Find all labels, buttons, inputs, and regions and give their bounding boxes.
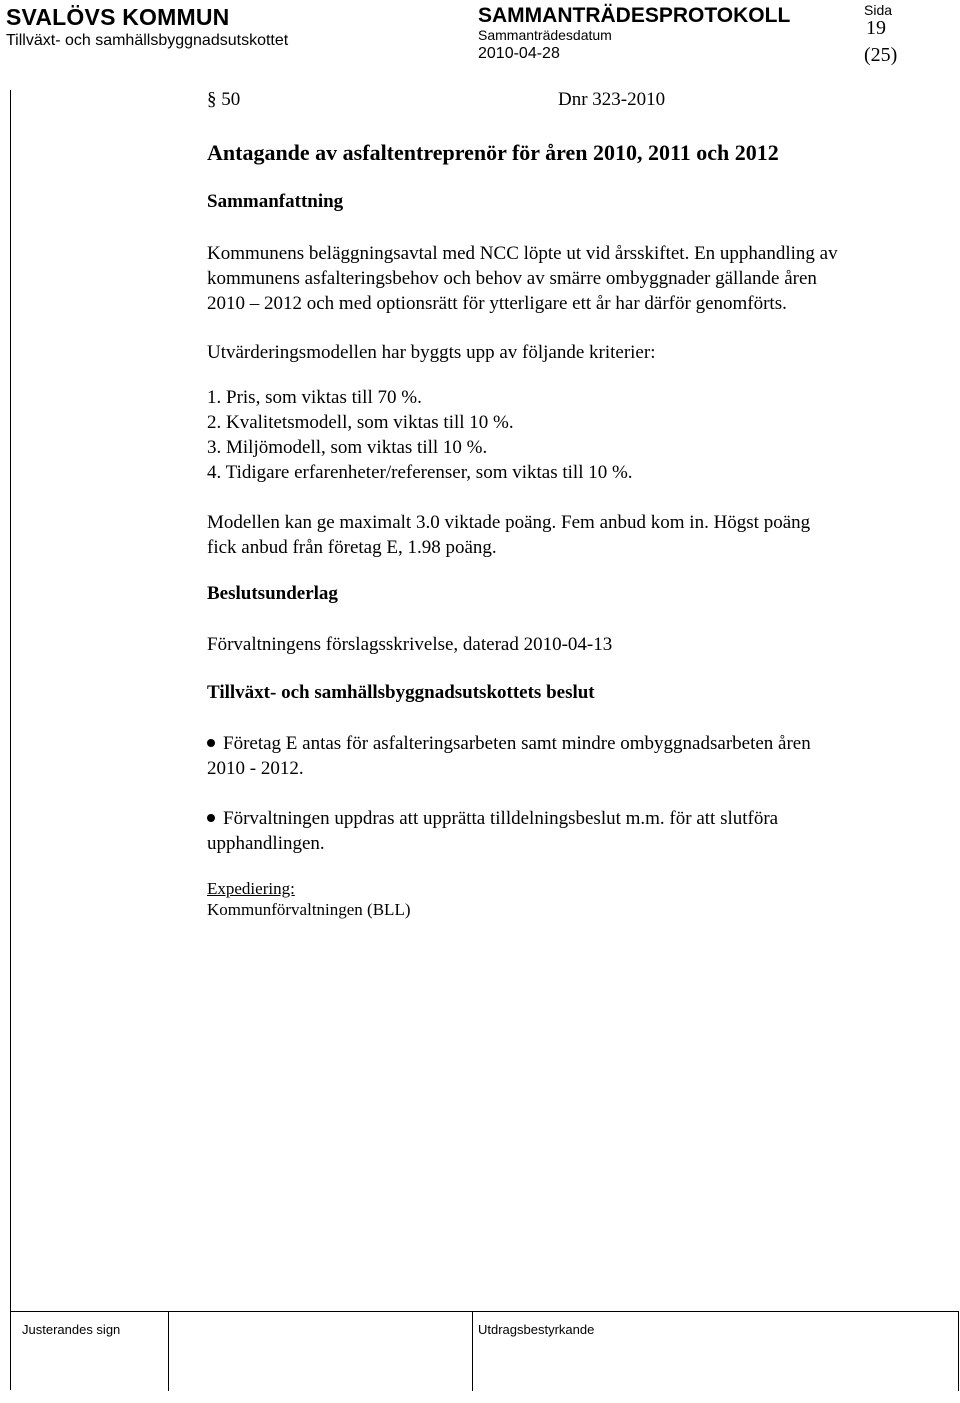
dispatch-recipient: Kommunförvaltningen (BLL) bbox=[207, 900, 411, 919]
meeting-date: 2010-04-28 bbox=[478, 45, 560, 62]
summary-line-2: kommunens asfalteringsbehov och behov av smärre ombyggnader gällande åren bbox=[207, 268, 817, 289]
summary-line-1: Kommunens beläggningsavtal med NCC löpte ut vid årsskiftet. En upphandling av bbox=[207, 243, 838, 264]
decision-bullet-1-text: Företag E antas för asfalteringsarbeten samt mindre ombyggnadsarbeten åren bbox=[223, 733, 811, 754]
committee-name: Tillväxt- och samhällsbyggnadsutskottet bbox=[6, 32, 289, 49]
footer-divider bbox=[958, 1311, 959, 1391]
decision-bullet-1-continuation: 2010 - 2012. bbox=[207, 758, 304, 779]
section-title: Antagande av asfaltentreprenör för åren 2010, 2011 och 2012 bbox=[207, 140, 779, 165]
criteria-intro: Utvärderingsmodellen har byggts upp av följande kriterier: bbox=[207, 342, 656, 363]
diary-number: Dnr 323-2010 bbox=[558, 89, 666, 110]
result-line-2: fick anbud från företag E, 1.98 poäng. bbox=[207, 537, 497, 558]
criteria-list bbox=[207, 385, 633, 485]
adjuster-signature-label: Justerandes sign bbox=[22, 1322, 121, 1337]
summary-heading: Sammanfattning bbox=[207, 191, 344, 212]
decision-heading: Tillväxt- och samhällsbyggnadsutskottets beslut bbox=[207, 682, 595, 703]
footer-divider bbox=[168, 1311, 169, 1391]
result-line-1: Modellen kan ge maximalt 3.0 viktade poäng. Fem anbud kom in. Högst poäng bbox=[207, 512, 811, 533]
page-label: Sida bbox=[864, 2, 893, 18]
summary-line-3: 2010 – 2012 och med optionsrätt för ytterligare ett år har därför genomförts. bbox=[207, 293, 787, 314]
extract-certification-label: Utdragsbestyrkande bbox=[478, 1322, 595, 1337]
list-item: 3. Miljömodell, som viktas till 10 %. bbox=[207, 437, 488, 458]
dispatch-label: Expediering: bbox=[207, 879, 295, 898]
meeting-date-label: Sammanträdesdatum bbox=[478, 27, 612, 43]
document-type: SAMMANTRÄDESPROTOKOLL bbox=[478, 4, 791, 27]
page-number: 19 bbox=[866, 17, 886, 39]
decision-bullet-2-text: Förvaltningen uppdras att upprätta tilldelningsbeslut m.m. för att slutföra bbox=[223, 808, 779, 829]
decision-bullet-1 bbox=[207, 731, 811, 756]
organization-name: SVALÖVS KOMMUN bbox=[6, 4, 230, 30]
left-margin-rule bbox=[10, 90, 11, 1390]
decision-bullet-2-continuation: upphandlingen. bbox=[207, 833, 325, 854]
bullet-icon bbox=[207, 814, 215, 822]
section-number: § 50 bbox=[207, 89, 241, 110]
page-total: (25) bbox=[864, 44, 898, 66]
footer-rule bbox=[10, 1311, 958, 1312]
list-item: 1. Pris, som viktas till 70 %. bbox=[207, 387, 422, 408]
list-item: 4. Tidigare erfarenheter/referenser, som viktas till 10 %. bbox=[207, 462, 633, 483]
list-item: 2. Kvalitetsmodell, som viktas till 10 %. bbox=[207, 412, 514, 433]
decision-bullet-2 bbox=[207, 806, 778, 831]
basis-text: Förvaltningens förslagsskrivelse, daterad 2010-04-13 bbox=[207, 634, 613, 655]
footer-divider bbox=[472, 1311, 473, 1391]
basis-heading: Beslutsunderlag bbox=[207, 583, 338, 604]
bullet-icon bbox=[207, 739, 215, 747]
